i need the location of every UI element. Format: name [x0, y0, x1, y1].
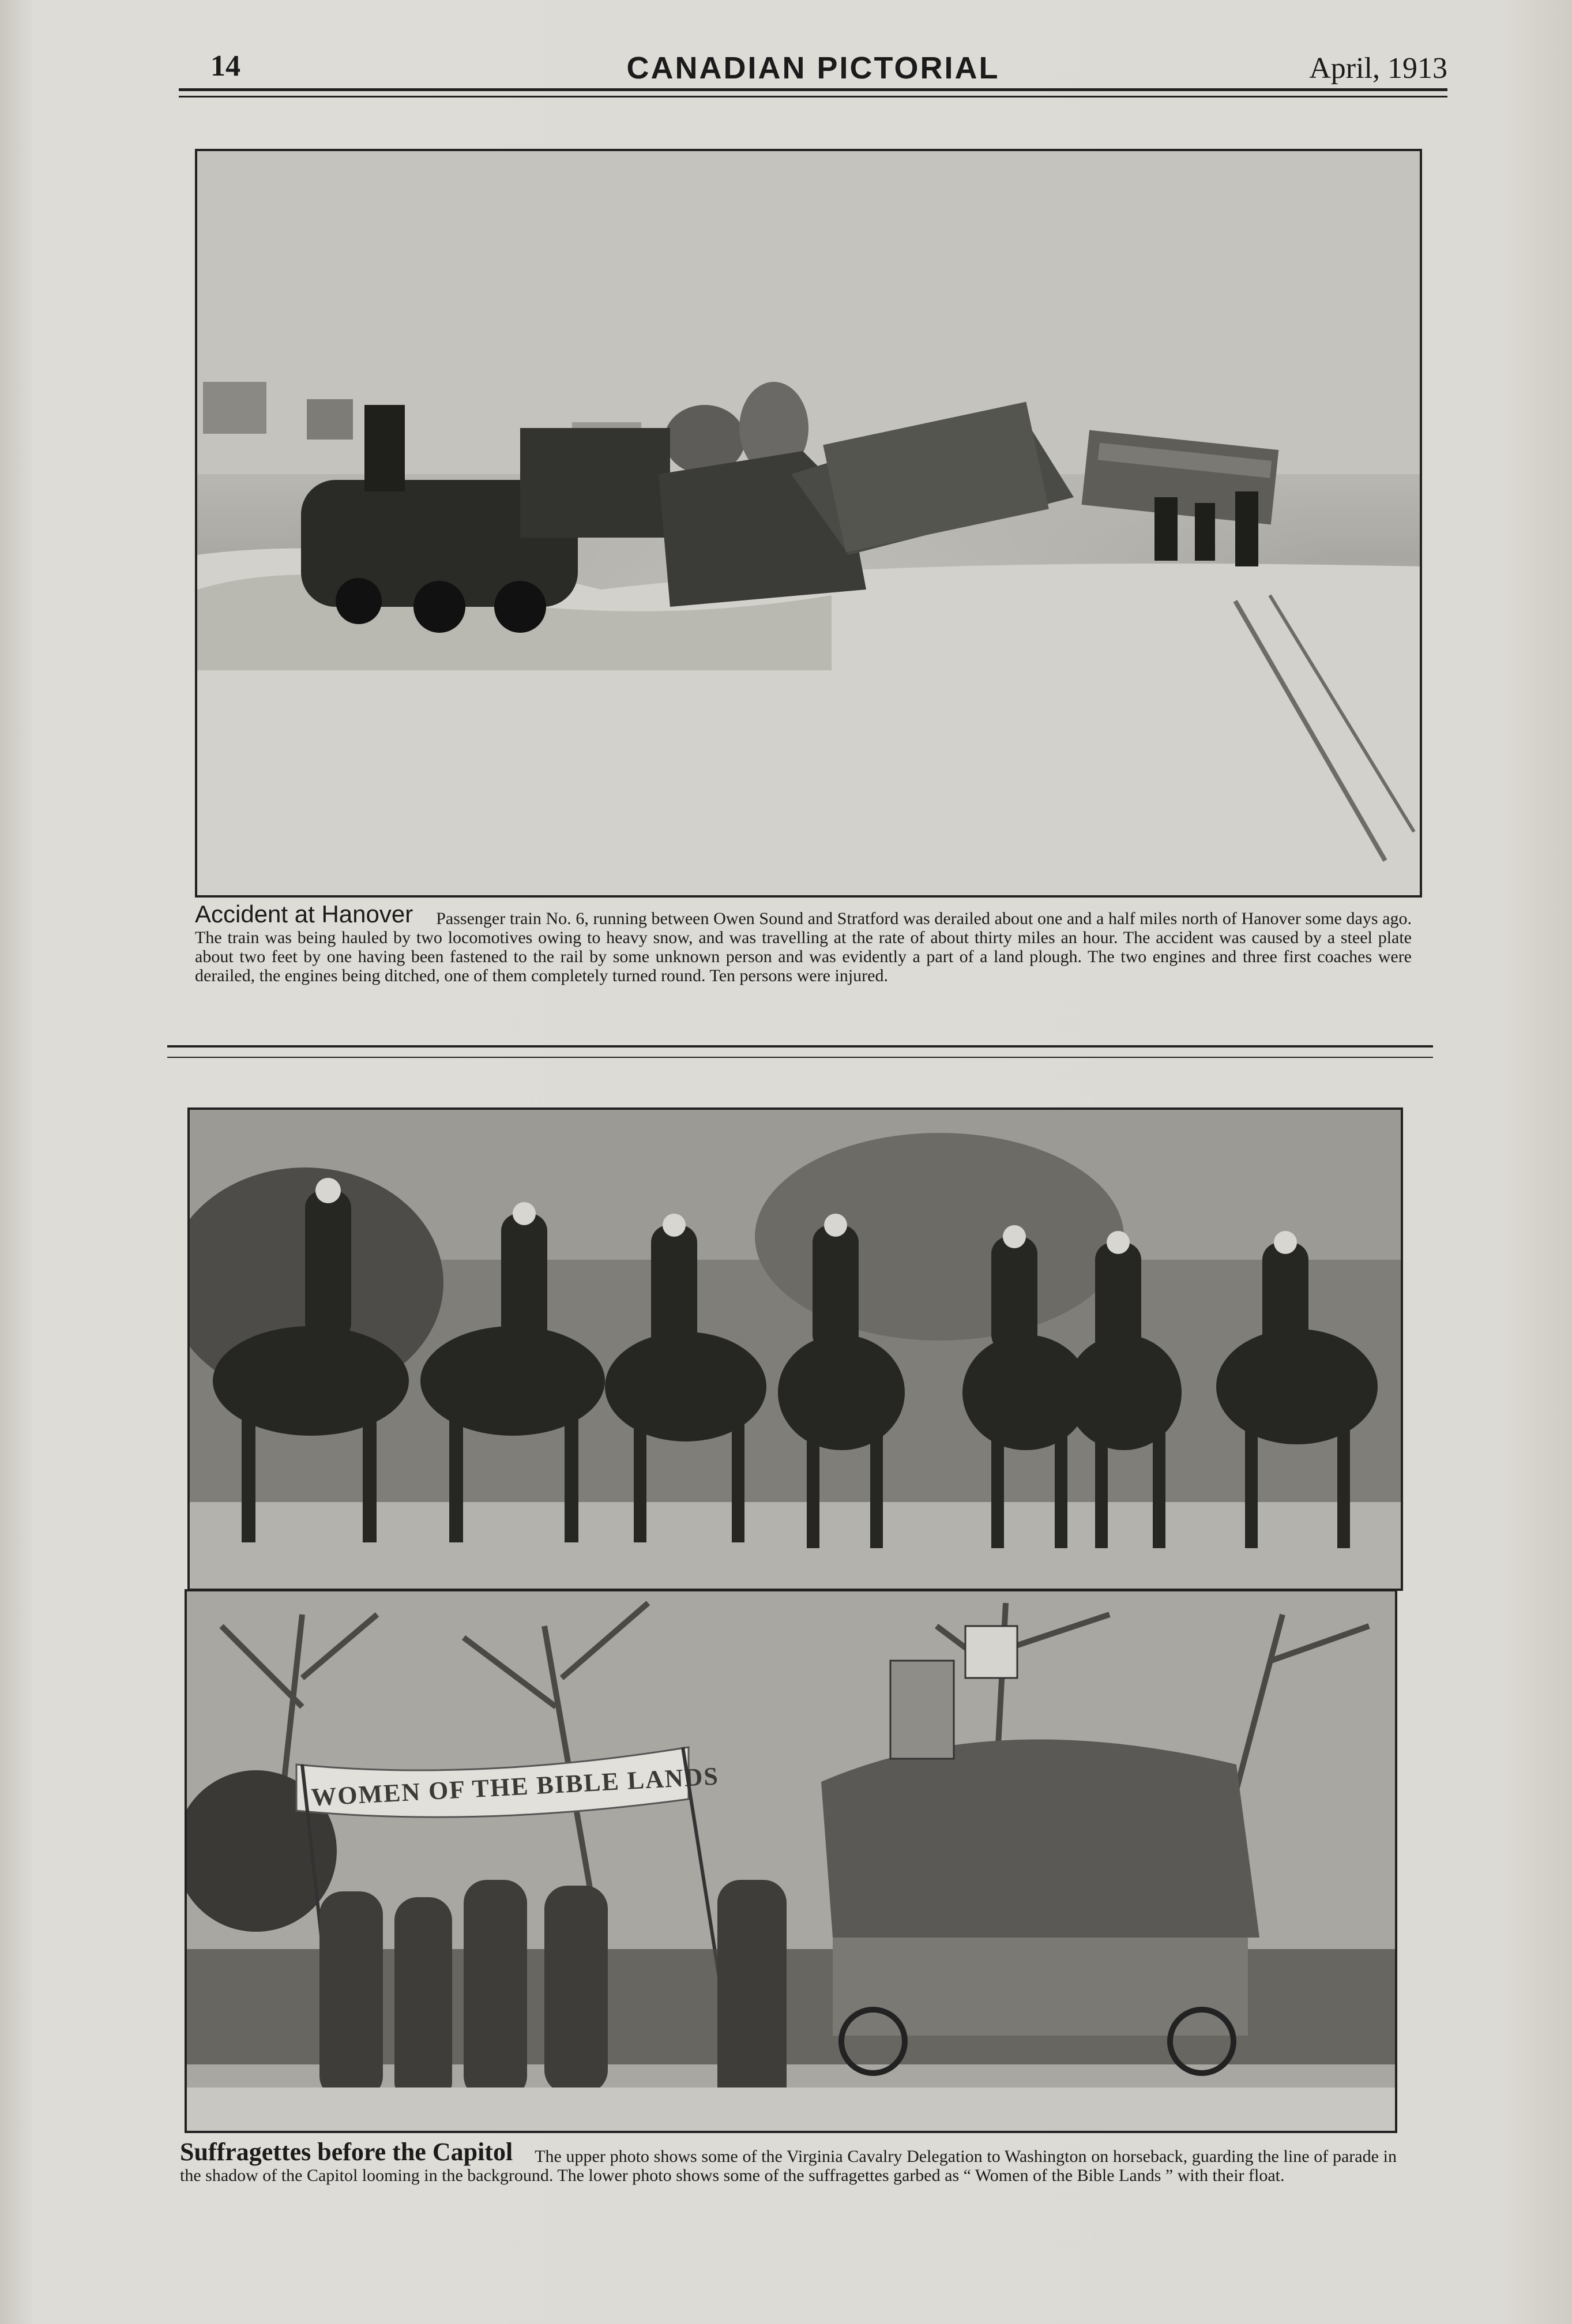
- banner-text: WOMEN OF THE BIBLE LANDS: [310, 1762, 720, 1812]
- header-rule-top: [179, 88, 1447, 91]
- accident-body: Passenger train No. 6, running between Owen Sound and Stratford was derailed about one and a half miles north of Hanover some days ago. The train was being hauled by two locomotives owing to heavy snow, and was travelling at the rate of about thirty miles an hour. The accident was caused by a steel plate about two feet by one having been fastened to the rail by some unknown person and was evidently a part of a land plough. The two engines and three first coaches were derailed, the engines being ditched, one of them completely turned round. Ten persons were injured.: [195, 909, 1412, 985]
- float-illustration: [187, 1591, 1395, 2131]
- train-wreck-photo: [195, 149, 1422, 898]
- story-rule-top: [167, 1045, 1433, 1048]
- suffragettes-caption: [180, 2138, 1397, 2185]
- suffragettes-body: The upper photo shows some of the Virginia Cavalry Delegation to Washington on horseback, guarding the line of parade in the shadow of the Capitol looming in the background. The lower photo shows some of the suffragettes garbed as “ Women of the Bible Lands ” with their float.: [180, 2147, 1397, 2185]
- accident-heading: Accident at Hanover: [195, 900, 413, 928]
- cavalry-illustration: [190, 1110, 1401, 1589]
- header-rule-bottom: [179, 96, 1447, 97]
- page-header: [179, 49, 1447, 101]
- train-wreck-illustration: [197, 151, 1420, 895]
- magazine-title: CANADIAN PICTORIAL: [626, 51, 1000, 85]
- suffragettes-heading: Suffragettes before the Capitol: [180, 2138, 513, 2166]
- bible-lands-float-photo: [185, 1589, 1397, 2133]
- cavalry-photo: [187, 1107, 1403, 1591]
- issue-date: April, 1913: [1309, 52, 1447, 85]
- story-rule-bottom: [167, 1057, 1433, 1058]
- page-number: 14: [210, 50, 240, 82]
- accident-caption: [195, 900, 1412, 985]
